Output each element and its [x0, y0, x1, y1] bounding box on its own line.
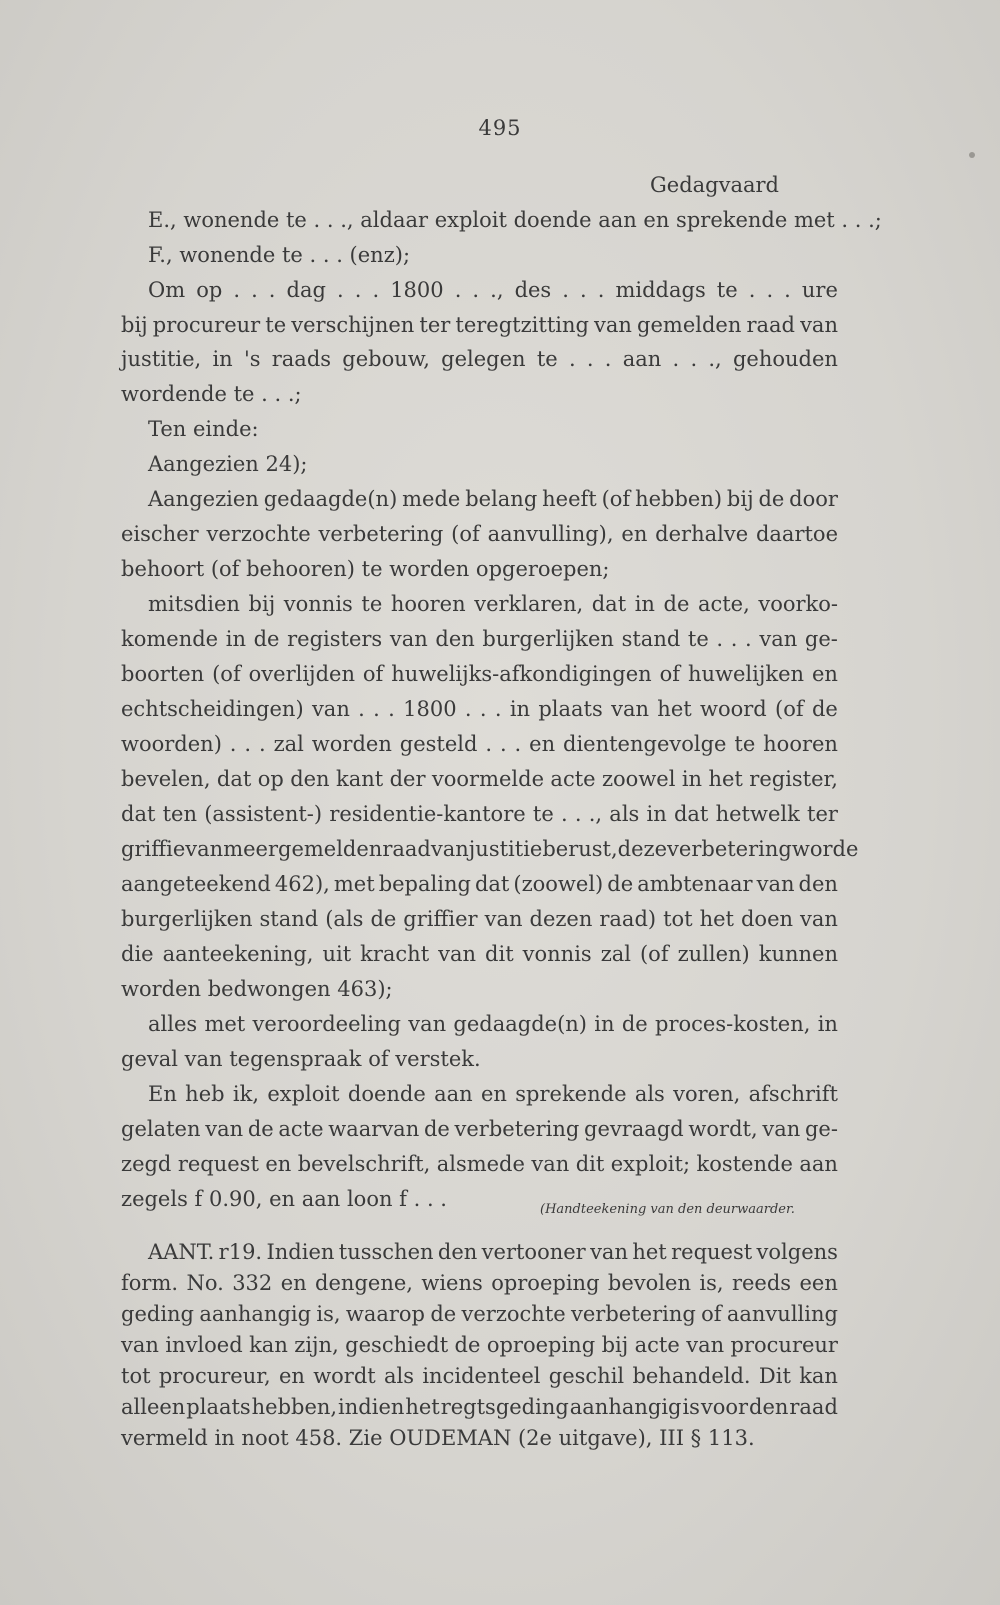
text-line: die aanteekening, uit kracht van dit vonnis zal (of zullen) kunnen — [121, 942, 838, 966]
paper-speck — [969, 152, 975, 158]
text-line: woorden) . . . zal worden gesteld . . . en dientengevolge te hooren — [121, 732, 838, 756]
text-line: gelaten van de acte waarvan de verbetering gevraagd wordt, van ge- — [121, 1117, 838, 1141]
text-line: Om op . . . dag . . . 1800 . . ., des . . . middags te . . . ure — [148, 278, 838, 302]
text-line: AANT. r19. Indien tusschen den vertooner van het request volgens — [148, 1240, 838, 1264]
text-line: Aangezien 24); — [148, 452, 308, 476]
text-line: Gedagvaard — [650, 173, 779, 197]
text-line: justitie, in 's raads gebouw, gelegen te . . . aan . . ., gehouden — [121, 347, 838, 371]
text-line: alles met veroordeeling van gedaagde(n) in de proces-kosten, in — [148, 1012, 838, 1036]
text-line: van invloed kan zijn, geschiedt de oproeping bij acte van procureur — [121, 1333, 838, 1357]
text-line: eischer verzochte verbetering (of aanvulling), en derhalve daartoe — [121, 522, 838, 546]
text-line: En heb ik, exploit doende aan en sprekende als voren, afschrift — [148, 1082, 838, 1106]
text-line: alleen plaats hebben, indien het regtsgeding aanhangig is voor den raad — [121, 1395, 838, 1419]
text-line: aangeteekend 462), met bepaling dat (zoowel) de ambtenaar van den — [121, 872, 838, 896]
text-line: F., wonende te . . . (enz); — [148, 243, 411, 267]
text-line: mitsdien bij vonnis te hooren verklaren, dat in de acte, voorko- — [148, 592, 838, 616]
text-line: worden bedwongen 463); — [121, 977, 393, 1001]
text-line: griffie van meergemelden raad van justitie berust, deze verbetering worde — [121, 837, 859, 861]
text-line: Ten einde: — [148, 417, 259, 441]
text-line: behoort (of behooren) te worden opgeroepen; — [121, 557, 610, 581]
text-line: tot procureur, en wordt als incidenteel geschil behandeld. Dit kan — [121, 1364, 838, 1388]
text-line: dat ten (assistent-) residentie-kantore te . . ., als in dat hetwelk ter — [121, 802, 838, 826]
text-line: wordende te . . .; — [121, 382, 302, 406]
text-line: zegd request en bevelschrift, alsmede van dit exploit; kostende aan — [121, 1152, 838, 1176]
text-line: komende in de registers van den burgerlijken stand te . . . van ge- — [121, 627, 838, 651]
text-line: echtscheidingen) van . . . 1800 . . . in plaats van het woord (of de — [121, 697, 838, 721]
text-line: zegels f 0.90, en aan loon f . . . — [121, 1187, 447, 1211]
text-line: bevelen, dat op den kant der voormelde acte zoowel in het register, — [121, 767, 838, 791]
text-line: boorten (of overlijden of huwelijks-afkondigingen of huwelijken en — [121, 662, 838, 686]
text-line: geval van tegenspraak of verstek. — [121, 1047, 481, 1071]
page-number: 495 — [478, 116, 522, 140]
text-line: bij procureur te verschijnen ter teregtzitting van gemelden raad van — [121, 313, 838, 337]
text-line: (Handteekening van den deurwaarder. — [540, 1202, 795, 1217]
text-line: geding aanhangig is, waarop de verzochte verbetering of aanvulling — [121, 1302, 838, 1326]
text-line: form. No. 332 en dengene, wiens oproeping bevolen is, reeds een — [121, 1271, 838, 1295]
text-line: Aangezien gedaagde(n) mede belang heeft (of hebben) bij de door — [148, 487, 838, 511]
text-line: burgerlijken stand (als de griffier van dezen raad) tot het doen van — [121, 907, 838, 931]
text-line: vermeld in noot 458. Zie OUDEMAN (2e uitgave), III § 113. — [121, 1426, 755, 1450]
text-line: E., wonende te . . ., aldaar exploit doende aan en sprekende met . . .; — [148, 208, 882, 232]
